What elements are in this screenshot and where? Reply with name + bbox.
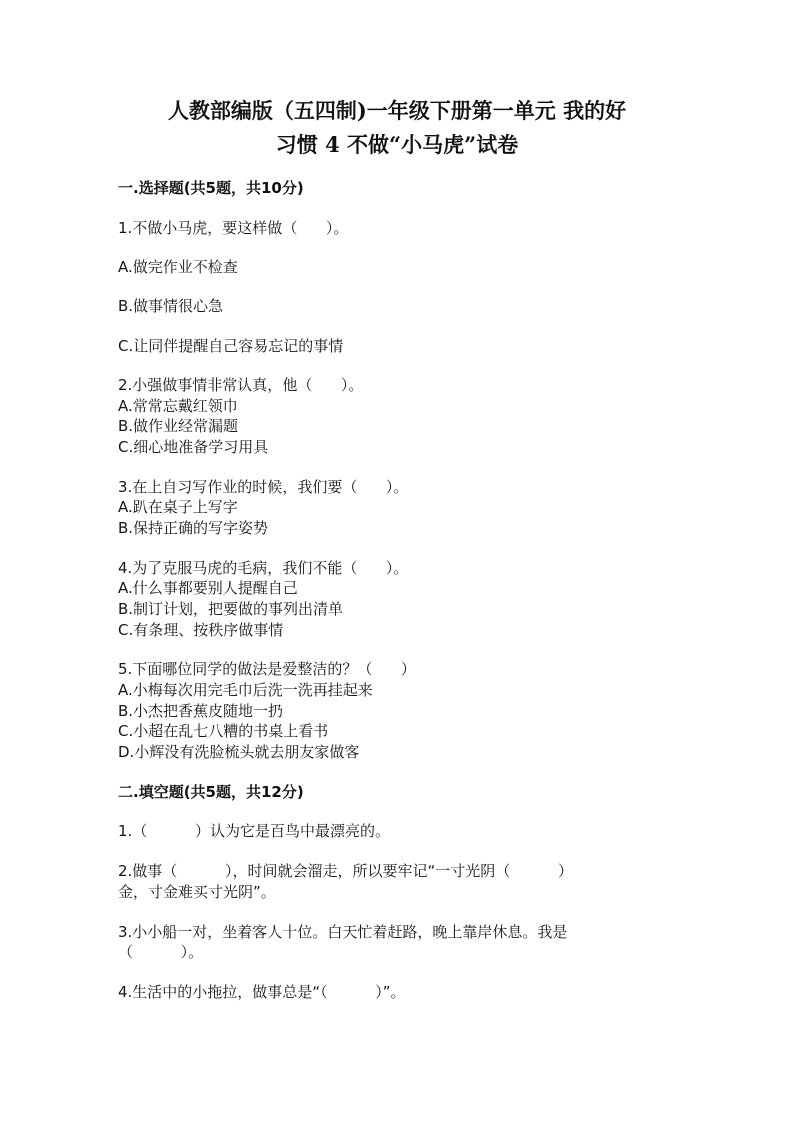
answer-option: A.什么事都要别人提醒自己 [118, 579, 298, 597]
answer-option: B.制订计划，把要做的事列出清单 [118, 600, 344, 618]
fill-in-question: 4.生活中的小拖拉，做事总是“（ ）”。 [118, 983, 406, 1001]
answer-option: C.有条理、按秩序做事情 [118, 621, 284, 639]
exam-title-line-2: 习惯 4 不做“小马虎”试卷 [275, 132, 519, 157]
question-stem: 5.下面哪位同学的做法是爱整洁的？（ ） [118, 660, 416, 678]
exam-title-line-1: 人教部编版（五四制)一年级下册第一单元 我的好 [167, 98, 627, 123]
question-stem: 4.为了克服马虎的毛病，我们不能（ ）。 [118, 559, 409, 577]
fill-in-question: 3.小小船一对，坐着客人十位。白天忙着赶路，晚上靠岸休息。我是 [118, 923, 568, 941]
question-stem: 2.小强做事情非常认真，他（ ）。 [118, 376, 364, 394]
answer-option: A.趴在桌子上写字 [118, 498, 238, 516]
answer-option: B.保持正确的写字姿势 [118, 519, 269, 537]
answer-option: C.细心地准备学习用具 [118, 438, 269, 456]
answer-option: C.让同伴提醒自己容易忘记的事情 [118, 337, 344, 355]
answer-option: C.小超在乱七八糟的书桌上看书 [118, 722, 329, 740]
answer-option: B.做作业经常漏题 [118, 417, 239, 435]
answer-option: A.小梅每次用完毛巾后洗一洗再挂起来 [118, 681, 373, 699]
answer-option: D.小辉没有洗脸梳头就去朋友家做客 [118, 743, 360, 761]
answer-option: B.小杰把香蕉皮随地一扔 [118, 702, 284, 720]
answer-option: B.做事情很心急 [118, 297, 224, 315]
section-heading-fill-in-blank: 二.填空题(共5题，共12分) [118, 783, 304, 801]
question-stem: 1.不做小马虎，要这样做（ ）。 [118, 219, 349, 237]
question-stem: 3.在上自习写作业的时候，我们要（ ）。 [118, 478, 409, 496]
answer-option: A.做完作业不检查 [118, 258, 238, 276]
section-heading-multiple-choice: 一.选择题(共5题，共10分) [118, 179, 304, 197]
fill-in-question: 1.（ ）认为它是百鸟中最漂亮的。 [118, 822, 390, 840]
fill-in-question: 2.做事（ ），时间就会溜走，所以要牢记“一寸光阴（ ） [118, 862, 573, 880]
fill-in-question-continued: （ ）。 [118, 943, 204, 961]
fill-in-question-continued: 金，寸金难买寸光阴”。 [118, 883, 276, 901]
answer-option: A.常常忘戴红领巾 [118, 397, 238, 415]
